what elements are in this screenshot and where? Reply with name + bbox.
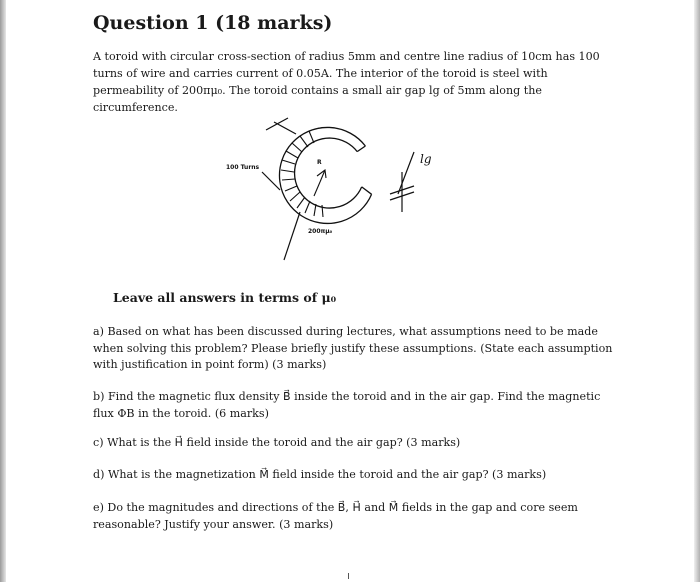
question-b: b) Find the magnetic flux density B⃗ inside the toroid and in the air gap. Find the magnetic flux ΦB in the toroid. (6 marks) [93, 390, 601, 420]
question-title: Question 1 (18 marks) [93, 12, 333, 34]
gap-label: lg [420, 152, 432, 166]
question-d: d) What is the magnetization M⃗ field inside the toroid and the air gap? (3 marks) [93, 468, 547, 481]
page-mark [348, 573, 349, 579]
turns-label: 100 Turns [226, 164, 260, 171]
air-gap-indicator [390, 152, 414, 212]
permeability-label: 200πμ₀ [308, 228, 333, 235]
toroid-figure [200, 112, 470, 272]
question-e: e) Do the magnitudes and directions of the B⃗, H⃗ and M⃗ fields in the gap and core seem reasonable? Justify your answer. (3 marks) [93, 501, 578, 531]
units-note: Leave all answers in terms of μ₀ [113, 290, 337, 305]
problem-statement: A toroid with circular cross-section of radius 5mm and centre line radius of 10cm has 100 turns of wire and carries current of 0.05A. The interior of the toroid is steel with permeability of 200πμ₀. The toroid contains a small air gap lg of 5mm along the circumference. [93, 50, 600, 114]
question-a: a) Based on what has been discussed during lectures, what assumptions need to be made when solving this problem? Please briefly justify these assumptions. (State each assumption with justification in point form) (3 marks) [93, 325, 613, 371]
winding-turns [281, 131, 323, 217]
radius-arrow [314, 170, 326, 196]
radius-label: R [317, 159, 322, 166]
toroid-diagram [200, 112, 470, 272]
question-c: c) What is the H⃗ field inside the toroid and the air gap? (3 marks) [93, 436, 461, 449]
